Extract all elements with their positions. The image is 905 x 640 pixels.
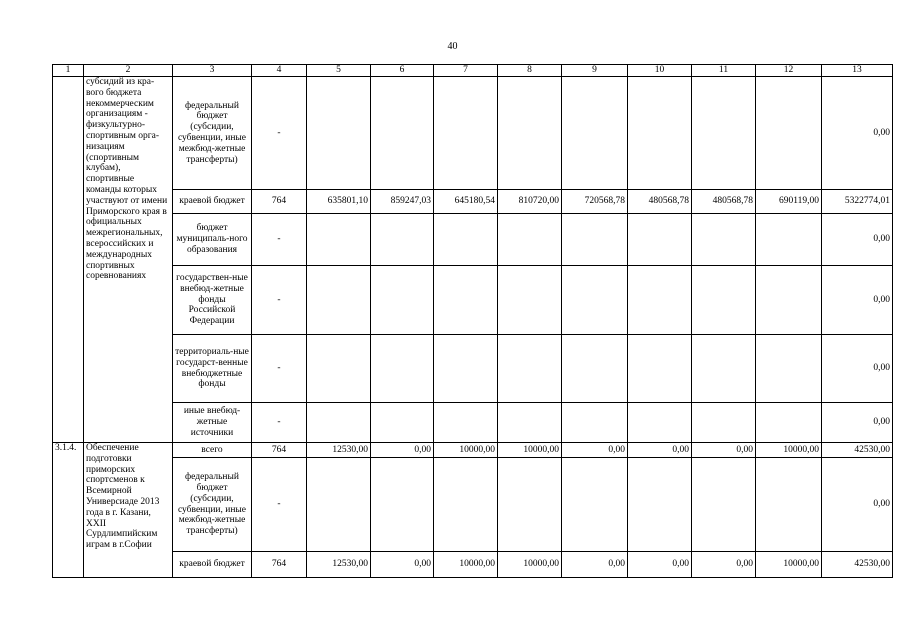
- funding-source: государствен-ные внебюд-жетные фонды Российской Федерации: [173, 266, 252, 335]
- column-header: 13: [822, 65, 893, 77]
- column-header: 5: [307, 65, 371, 77]
- amount-cell: [562, 458, 628, 552]
- amount-cell: 480568,78: [692, 190, 756, 214]
- amount-cell: [562, 335, 628, 403]
- amount-cell: [498, 266, 562, 335]
- amount-cell: [434, 335, 498, 403]
- amount-cell: [628, 335, 692, 403]
- header-row: [53, 65, 893, 77]
- amount-cell: [498, 77, 562, 190]
- column-header: 4: [252, 65, 307, 77]
- amount-cell: 12530,00: [307, 552, 371, 578]
- admin-code: 764: [252, 552, 307, 578]
- amount-cell: [562, 214, 628, 266]
- amount-cell: 720568,78: [562, 190, 628, 214]
- column-header: 2: [84, 65, 173, 77]
- funding-source: краевой бюджет: [173, 190, 252, 214]
- amount-cell: 645180,54: [434, 190, 498, 214]
- amount-cell: [628, 77, 692, 190]
- amount-cell: 0,00: [628, 552, 692, 578]
- table-row: [53, 458, 893, 552]
- amount-cell: 10000,00: [434, 443, 498, 458]
- admin-code: -: [252, 458, 307, 552]
- amount-cell: [692, 403, 756, 443]
- admin-code: -: [252, 266, 307, 335]
- admin-code: -: [252, 77, 307, 190]
- admin-code: 764: [252, 443, 307, 458]
- amount-cell: [562, 403, 628, 443]
- amount-cell: [692, 266, 756, 335]
- amount-cell: [628, 458, 692, 552]
- amount-cell: 0,00: [692, 443, 756, 458]
- amount-cell: [756, 403, 822, 443]
- page-number: 40: [447, 41, 458, 52]
- column-header: 1: [53, 65, 84, 77]
- amount-cell: [371, 403, 434, 443]
- amount-cell: [307, 214, 371, 266]
- amount-cell: [498, 214, 562, 266]
- amount-cell: 0,00: [822, 335, 893, 403]
- amount-cell: [434, 214, 498, 266]
- amount-cell: 10000,00: [434, 552, 498, 578]
- amount-cell: 690119,00: [756, 190, 822, 214]
- amount-cell: [756, 458, 822, 552]
- amount-cell: 42530,00: [822, 443, 893, 458]
- item-number: [53, 77, 84, 443]
- amount-cell: 0,00: [822, 403, 893, 443]
- amount-cell: [562, 77, 628, 190]
- amount-cell: [371, 214, 434, 266]
- amount-cell: [371, 335, 434, 403]
- amount-cell: 0,00: [628, 443, 692, 458]
- funding-source: бюджет муниципаль-ного образования: [173, 214, 252, 266]
- amount-cell: 480568,78: [628, 190, 692, 214]
- amount-cell: [498, 335, 562, 403]
- funding-source: краевой бюджет: [173, 552, 252, 578]
- amount-cell: [692, 214, 756, 266]
- amount-cell: 10000,00: [498, 443, 562, 458]
- amount-cell: [756, 77, 822, 190]
- amount-cell: [434, 266, 498, 335]
- table-row: [53, 190, 893, 214]
- amount-cell: 0,00: [822, 458, 893, 552]
- amount-cell: [434, 458, 498, 552]
- column-header: 10: [628, 65, 692, 77]
- column-header: 7: [434, 65, 498, 77]
- table-row: [53, 403, 893, 443]
- amount-cell: [756, 266, 822, 335]
- column-header: 12: [756, 65, 822, 77]
- funding-source: федеральный бюджет (субсидии, субвенции, иные межбюд-жетные трансферты): [173, 77, 252, 190]
- amount-cell: [498, 458, 562, 552]
- table-row: [53, 443, 893, 458]
- admin-code: 764: [252, 190, 307, 214]
- amount-cell: [307, 403, 371, 443]
- amount-cell: [498, 403, 562, 443]
- amount-cell: [756, 335, 822, 403]
- column-header: 11: [692, 65, 756, 77]
- funding-source: федеральный бюджет (субсидии, субвенции, иные межбюд-жетные трансферты): [173, 458, 252, 552]
- funding-source: всего: [173, 443, 252, 458]
- amount-cell: 10000,00: [756, 443, 822, 458]
- amount-cell: [628, 214, 692, 266]
- amount-cell: [692, 77, 756, 190]
- amount-cell: [307, 266, 371, 335]
- amount-cell: 0,00: [822, 214, 893, 266]
- amount-cell: 5322774,01: [822, 190, 893, 214]
- amount-cell: [692, 335, 756, 403]
- amount-cell: [307, 77, 371, 190]
- amount-cell: [434, 403, 498, 443]
- item-name: Обеспечение подготовки приморских спортсменов к Всемирной Универсиаде 2013 года в г. Казани, XXII Сурдлимпийским играм в г.Софии: [84, 443, 173, 578]
- column-header: 6: [371, 65, 434, 77]
- amount-cell: [756, 214, 822, 266]
- table-row: [53, 266, 893, 335]
- budget-table: [52, 64, 893, 578]
- table-row: [53, 77, 893, 190]
- amount-cell: [628, 266, 692, 335]
- column-header: 8: [498, 65, 562, 77]
- amount-cell: 635801,10: [307, 190, 371, 214]
- amount-cell: 42530,00: [822, 552, 893, 578]
- amount-cell: 810720,00: [498, 190, 562, 214]
- amount-cell: [307, 458, 371, 552]
- amount-cell: 0,00: [371, 552, 434, 578]
- amount-cell: [371, 458, 434, 552]
- admin-code: -: [252, 403, 307, 443]
- amount-cell: 0,00: [562, 443, 628, 458]
- amount-cell: [371, 266, 434, 335]
- amount-cell: [371, 77, 434, 190]
- item-name: субсидий из кра-вого бюджета некоммерческим организациям - физкультурно-спортивным орга-низациям (спортивным клубам), спортивные команды которых участвуют от имени Приморского края в официальных межрегиональных, всероссийских и международных спортивных соревнованиях: [84, 77, 173, 443]
- amount-cell: [692, 458, 756, 552]
- funding-source: иные внебюд-жетные источники: [173, 403, 252, 443]
- admin-code: -: [252, 335, 307, 403]
- amount-cell: 0,00: [371, 443, 434, 458]
- amount-cell: 0,00: [562, 552, 628, 578]
- table-row: [53, 552, 893, 578]
- column-header: 9: [562, 65, 628, 77]
- funding-source: территориаль-ные государст-венные внебюджетные фонды: [173, 335, 252, 403]
- admin-code: -: [252, 214, 307, 266]
- amount-cell: [307, 335, 371, 403]
- table-row: [53, 214, 893, 266]
- amount-cell: 859247,03: [371, 190, 434, 214]
- amount-cell: [628, 403, 692, 443]
- amount-cell: 0,00: [822, 77, 893, 190]
- amount-cell: [562, 266, 628, 335]
- amount-cell: 12530,00: [307, 443, 371, 458]
- amount-cell: 10000,00: [756, 552, 822, 578]
- amount-cell: 10000,00: [498, 552, 562, 578]
- table-row: [53, 335, 893, 403]
- item-number: 3.1.4.: [53, 443, 84, 578]
- amount-cell: 0,00: [692, 552, 756, 578]
- amount-cell: 0,00: [822, 266, 893, 335]
- column-header: 3: [173, 65, 252, 77]
- table-body: [53, 65, 893, 578]
- amount-cell: [434, 77, 498, 190]
